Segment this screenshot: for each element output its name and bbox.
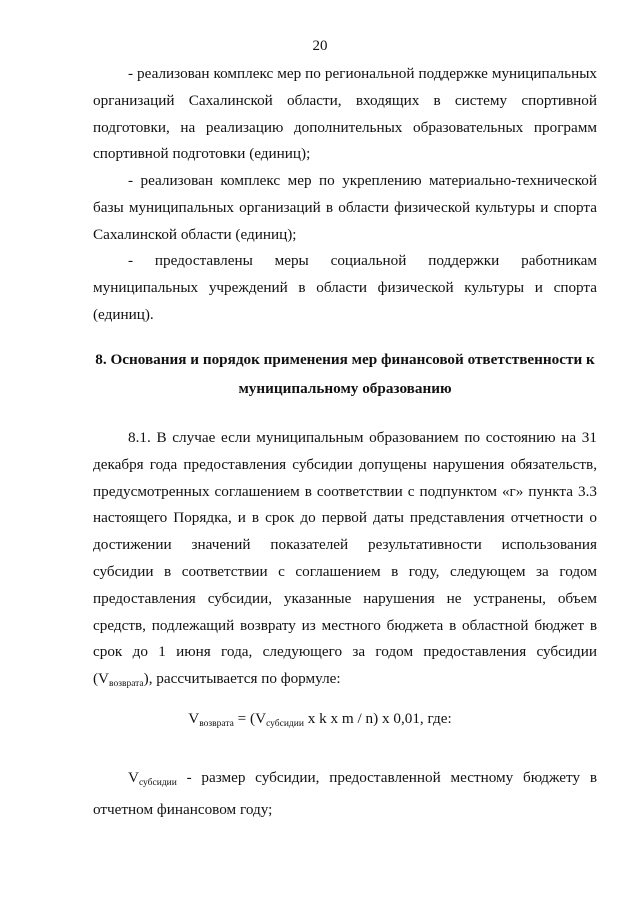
page-number: 20 — [312, 38, 328, 54]
formula-subsidy-subscript: субсидии — [266, 719, 304, 729]
formula-middle: = (V — [233, 710, 267, 727]
definition-text: - размер субсидии, предоставленной местному бюджету в отчетном финансовом году; — [93, 769, 597, 818]
formula — [0, 709, 640, 734]
formula-v-subscript: возврата — [199, 719, 234, 729]
formula-rest: x k x m / n) x 0,01, где: — [303, 710, 452, 727]
clause-text: 8.1. В случае если муниципальным образованием по состоянию на 31 декабря года предоставления субсидии допущены нарушения обязательств, предусмотренных соглашением в соответствии с подпунктом «г» пункта 3.3 настоящего Порядка, и в срок до первой даты представления отчетности о достижении значений показателей результативности использования субсидии в соответствии с соглашением в году, следующем за годом предоставления субсидии, указанные нарушения не устранены, объем средств, подлежащий возврату из местного бюджета в областной бюджет в срок до 1 июня года, следующего за годом предоставления субсидии (V — [93, 429, 597, 688]
definition-subscript: субсидии — [138, 778, 177, 788]
definition-paragraph — [93, 765, 597, 824]
bullet-item-3: - предоставлены меры социальной поддержки работникам муниципальных учреждений в области физической культуры и спорта (единиц). — [93, 252, 597, 323]
clause-subscript: возврата — [109, 679, 144, 690]
section-heading: 8. Основания и порядок применения мер финансовой ответственности к муниципальному образованию — [95, 351, 595, 397]
clause-text-end: ), рассчитывается по формуле: — [143, 670, 341, 688]
definition-v: V — [128, 769, 139, 786]
bullet-item-1: - реализован комплекс мер по региональной поддержке муниципальных организаций Сахалинской области, входящих в систему спортивной подготовки, на реализацию дополнительных образовательных программ спортивной подготовки (единиц); — [93, 65, 597, 163]
clause-8-1-paragraph — [93, 425, 597, 698]
bullet-item-2: - реализован комплекс мер по укреплению материально-технической базы муниципальных организаций в области физической культуры и спорта Сахалинской области (единиц); — [93, 172, 597, 243]
formula-v: V — [188, 710, 200, 727]
